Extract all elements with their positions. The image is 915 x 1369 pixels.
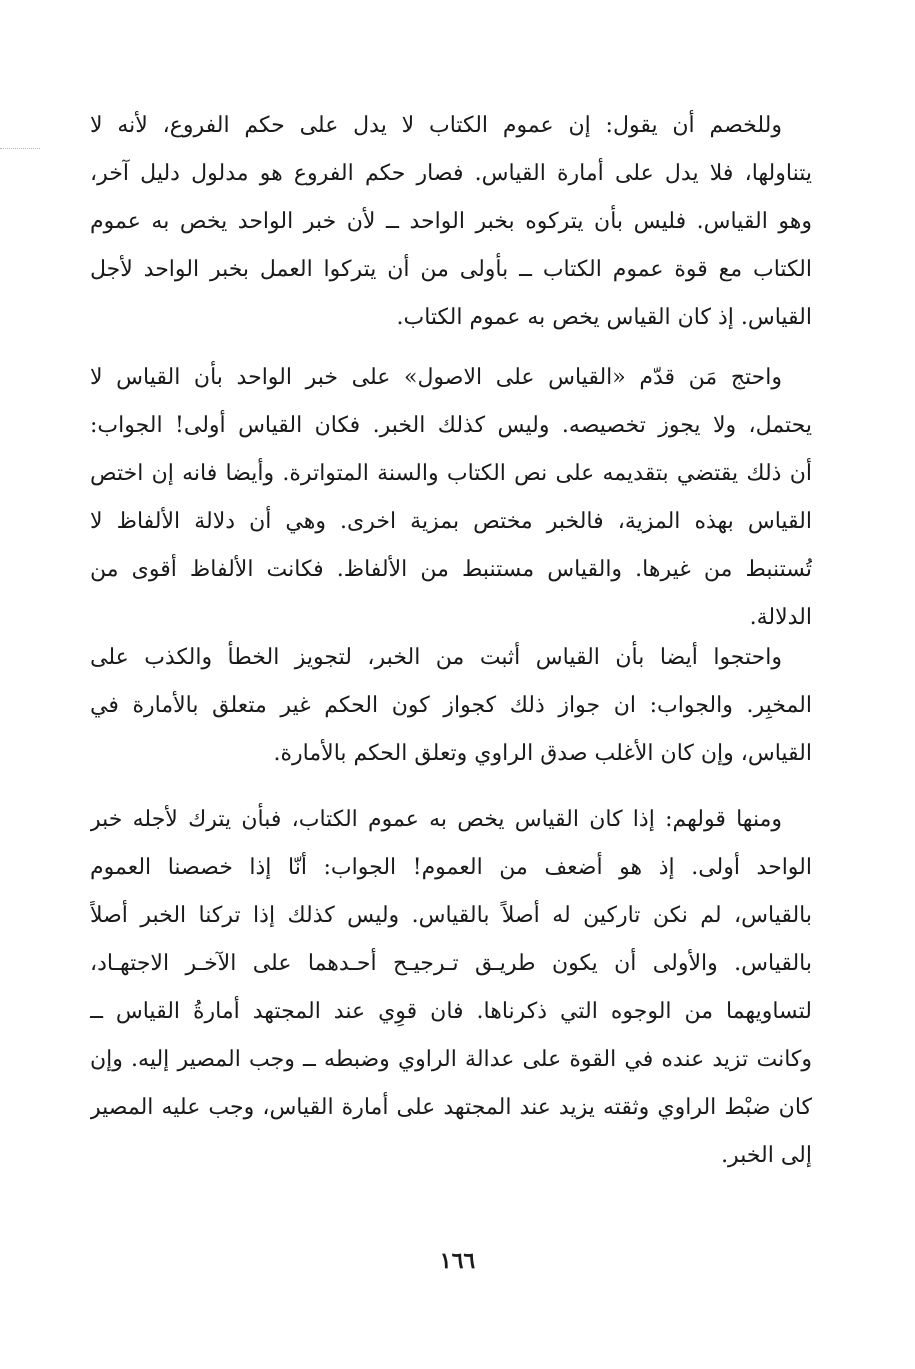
text-line: القياس. إذ كان القياس يخص به عموم الكتاب. [396, 305, 812, 330]
text-line: أن ذلك يقتضي بتقديمه على نص الكتاب والسنة المتواترة. وأيضا فانه إن اختص [90, 461, 812, 486]
text-line: وهو القياس. فليس بأن يتركوه بخبر الواحد ــ لأن خبر الواحد يخص به عموم [90, 209, 812, 234]
text-line: واحتجوا أيضا بأن القياس أثبت من الخبر، لتجويز الخطأ والكذب على [90, 645, 782, 670]
text-line: القياس بهذه المزية، فالخبر مختص بمزية اخرى. وهي أن دلالة الألفاظ لا [90, 509, 812, 534]
text-line: بالقياس. والأولى أن يكون طريـق تـرجيـح أحـدهما على الآخـر الاجتهـاد، [90, 951, 812, 976]
margin-mark [0, 148, 40, 149]
paragraph-1 [90, 102, 812, 342]
text-line: يتناولها، فلا يدل على أمارة القياس. فصار حكم الفروع هو مدلول دليل آخر، [90, 161, 812, 186]
paragraph-2 [90, 354, 812, 642]
text-line: وللخصم أن يقول: إن عموم الكتاب لا يدل على حكم الفروع، لأنه لا [90, 113, 782, 138]
text-line: واحتج مَن قدّم «القياس على الاصول» على خبر الواحد بأن القياس لا [90, 365, 782, 390]
text-line: وكانت تزيد عنده في القوة على عدالة الراوي وضبطه ــ وجب المصير إليه. وإن [90, 1047, 812, 1072]
paragraph-4 [90, 796, 812, 1180]
text-line: المخبِر. والجواب: ان جواز ذلك كجواز كون الحكم غير متعلق بالأمارة في [90, 693, 812, 718]
text-line: الكتاب مع قوة عموم الكتاب ــ بأولى من أن يتركوا العمل بخبر الواحد لأجل [90, 257, 812, 282]
text-line: الدلالة. [749, 605, 812, 630]
text-line: كان ضبْط الراوي وثقته يزيد عند المجتهد على أمارة القياس، وجب عليه المصير [90, 1095, 812, 1120]
text-line: يحتمل، ولا يجوز تخصيصه. وليس كذلك الخبر. فكان القياس أولى! الجواب: [90, 413, 812, 438]
text-line: تُستنبط من غيرها. والقياس مستنبط من الألفاظ. فكانت الألفاظ أقوى من [90, 557, 812, 582]
text-line: لتساويهما من الوجوه التي ذكرناها. فان قوِي عند المجتهد أمارةُ القياس ــ [90, 999, 812, 1024]
text-line: بالقياس، لم نكن تاركين له أصلاً بالقياس. وليس كذلك إذا تركنا الخبر أصلاً [90, 903, 812, 928]
paragraph-3 [90, 634, 812, 778]
text-line: الواحد أولى. إذ هو أضعف من العموم! الجواب: أنّا إذا خصصنا العموم [90, 855, 812, 880]
text-line: القياس، وإن كان الأغلب صدق الراوي وتعلق الحكم بالأمارة. [273, 741, 812, 766]
text-line: إلى الخبر. [721, 1143, 812, 1168]
text-line: ومنها قولهم: إذا كان القياس يخص به عموم الكتاب، فبأن يترك لأجله خبر [90, 807, 782, 832]
page-number: ١٦٦ [439, 1248, 476, 1274]
